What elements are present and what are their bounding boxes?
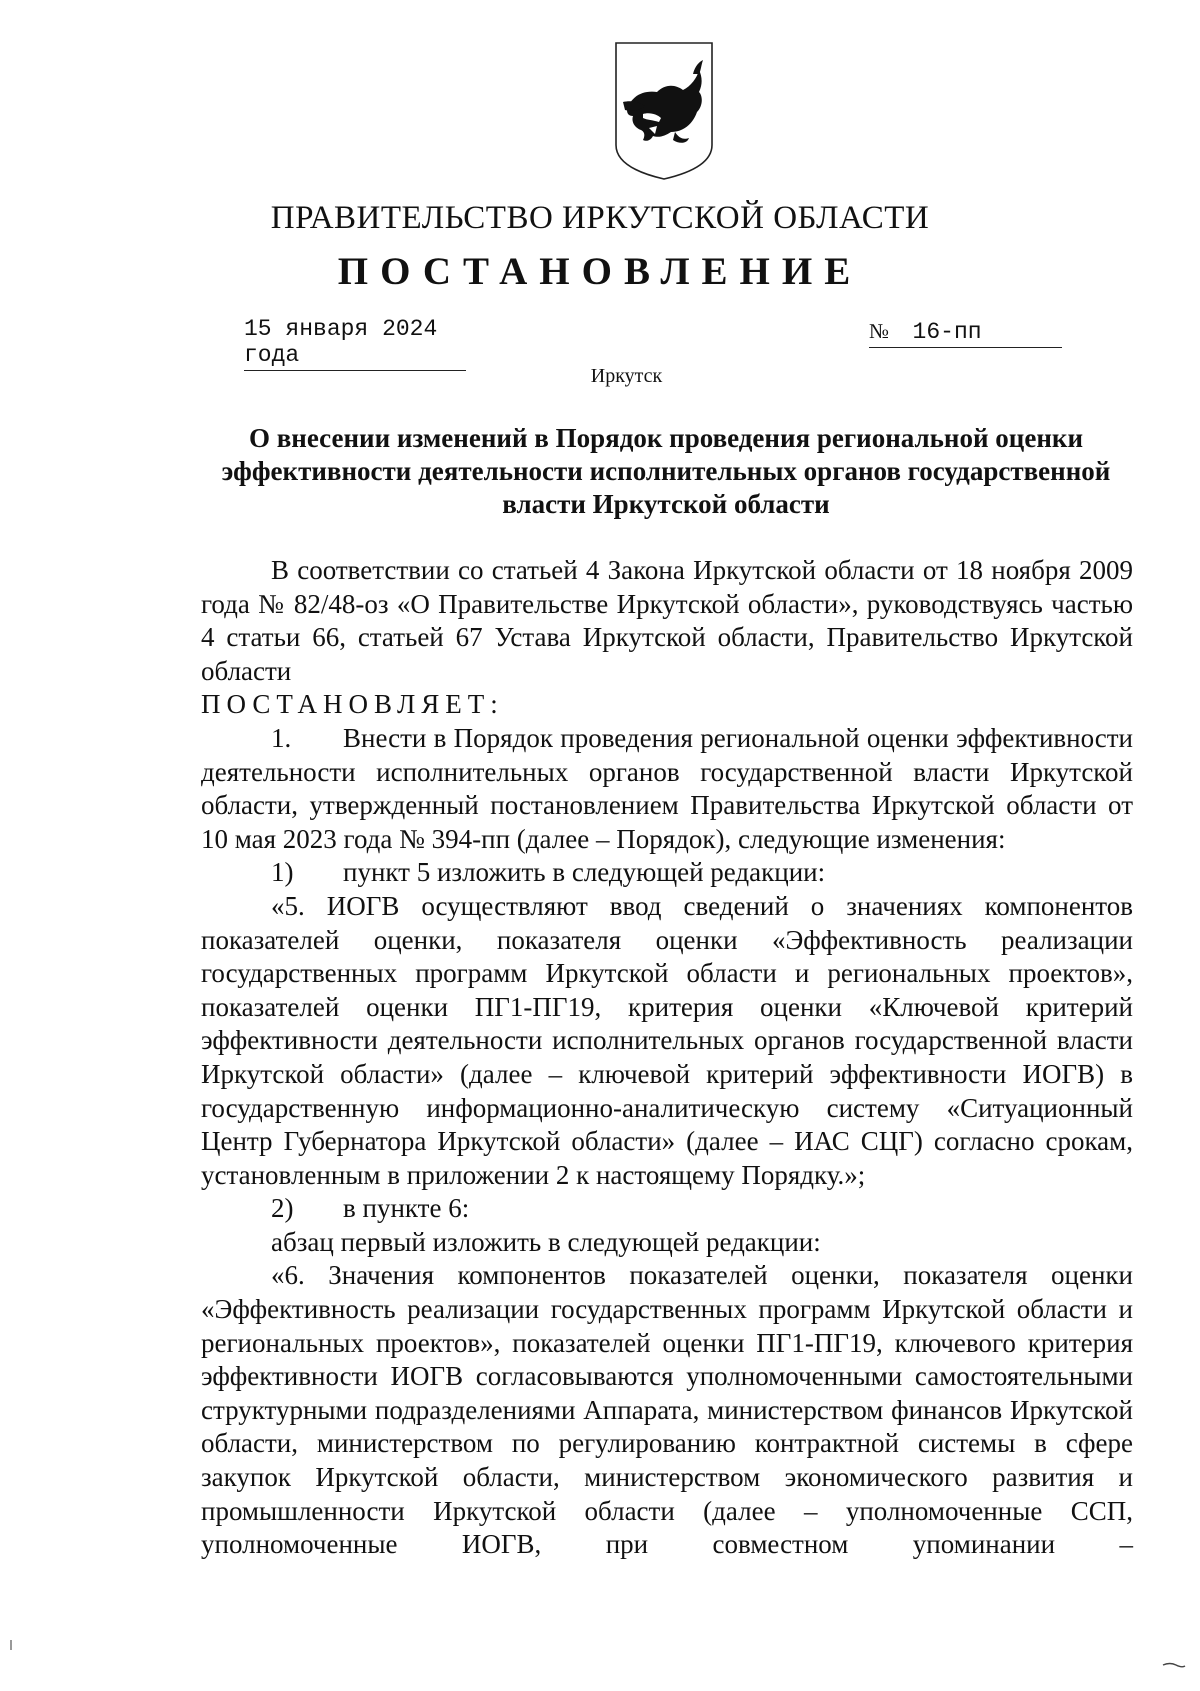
- item-1-number: 1.: [271, 722, 292, 753]
- subitem-2-text: в пункте 6:: [343, 1193, 470, 1224]
- document-date: [244, 316, 466, 371]
- subitem-2-paragraph: [201, 1192, 1133, 1226]
- subitem-2-number: 2): [271, 1193, 294, 1224]
- date-month: января: [285, 316, 369, 342]
- preamble-paragraph: В соответствии со статьей 4 Закона Иркутской области от 18 ноября 2009 года № 82/48-оз «О Правительстве Иркутской области», руководствуясь частью 4 статьи 66, статьей 67 Устава Иркутской области, Правительство Иркутской области: [201, 555, 1133, 686]
- paragraph-first-note: абзац первый изложить в следующей редакции:: [271, 1226, 821, 1257]
- document-title: О внесении изменений в Порядок проведения региональной оценки эффективности деятельности исполнительных органов государственной власти Иркутской области: [221, 423, 1111, 519]
- item-1-text: Внести в Порядок проведения региональной оценки эффективности деятельности исполнительных органов государственной власти Иркутской области, утвержденный постановлением Правительства Иркутской области от 10 мая 2023 года № 394-пп (далее – Порядок), следующие изменения:: [201, 722, 1133, 854]
- number-sign: №: [869, 319, 890, 343]
- document-type: ПОСТАНОВЛЕНИЕ: [337, 250, 863, 293]
- subitem-1-paragraph: [201, 856, 1133, 890]
- irkutsk-coat-of-arms-icon: [613, 40, 715, 182]
- document-number: [869, 318, 1062, 348]
- city: Иркутск: [590, 365, 663, 387]
- date-suffix: года: [244, 342, 300, 368]
- quote-paragraph-6: «6. Значения компонентов показателей оценки, показателя оценки «Эффективность реализации государственных программ Иркутской области и региональных проектов», показателей оценки ПГ1-ПГ19, ключевого критерия эффективности ИОГВ согласовываются уполномоченными самостоятельными структурными подразделениями Аппарата, министерством финансов Иркутской области, министерством по регулированию контрактной системы в сфере закупок Иркутской области, министерством экономического развития и промышленности Иркутской области (далее – уполномоченные ССП, уполномоченные ИОГВ, при совместном упоминании –: [201, 1260, 1133, 1560]
- subitem-1-number: 1): [271, 857, 294, 888]
- date-year: 2024: [382, 316, 438, 342]
- item-1-paragraph: [201, 722, 1133, 856]
- organization-name: ПРАВИТЕЛЬСТВО ИРКУТСКОЙ ОБЛАСТИ: [270, 200, 930, 236]
- scan-artifact: [10, 1640, 12, 1650]
- date-day: 15: [244, 316, 272, 342]
- resolves-heading: ПОСТАНОВЛЯЕТ:: [201, 689, 504, 720]
- subitem-1-text: пункт 5 изложить в следующей редакции:: [343, 857, 826, 888]
- document-body: [201, 554, 1133, 1562]
- scan-mark-icon: [1162, 1661, 1186, 1669]
- number-value: 16-пп: [912, 319, 982, 345]
- quote-paragraph-5: «5. ИОГВ осуществляют ввод сведений о значениях компонентов показателей оценки, показателя оценки «Эффективность реализации государственных программ Иркутской области и региональных проектов», показателей оценки ПГ1-ПГ19, критерия оценки «Ключевой критерий эффективности деятельности исполнительных органов государственной власти Иркутской области» (далее – ключевой критерий эффективности ИОГВ) в государственную информационно-аналитическую систему «Ситуационный Центр Губернатора Иркутской области» (далее – ИАС СЦГ) согласно срокам, установленным в приложении 2 к настоящему Порядку.»;: [201, 890, 1133, 1190]
